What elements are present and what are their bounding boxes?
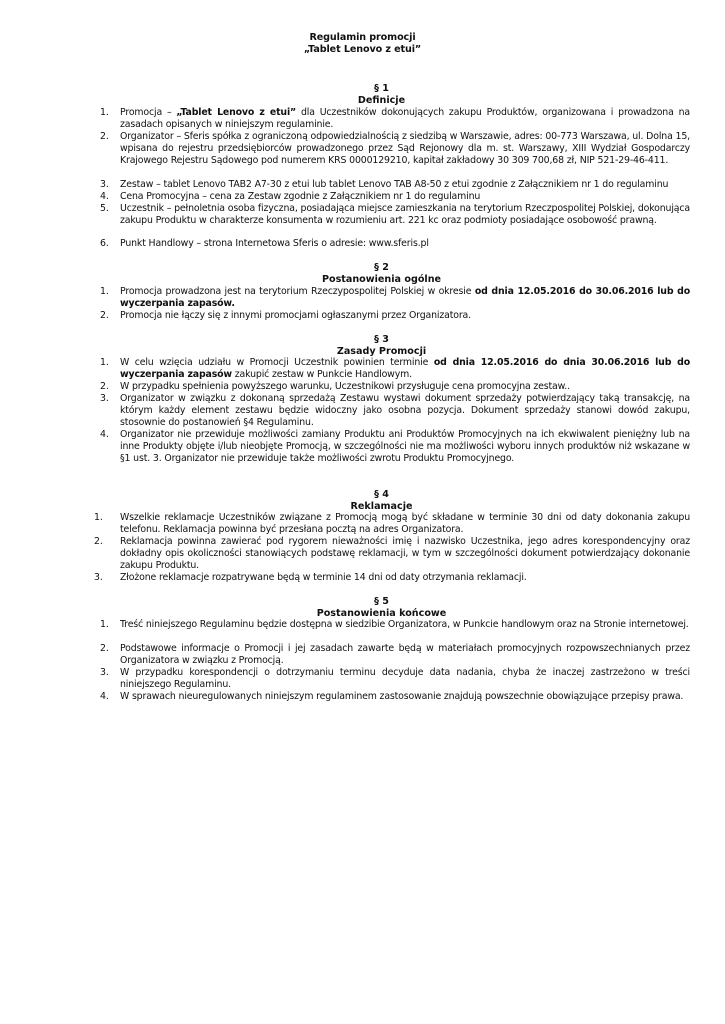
- item-text: Promocja prowadzona jest na terytorium Rzeczypospolitej Polskiej w okresie od dnia 12.05.2016 do 30.06.2016 lub do wyczerpania zapasów.: [120, 286, 690, 310]
- item-number: 5.: [100, 203, 109, 214]
- item-number: 2.: [100, 310, 109, 321]
- item-number: 1.: [100, 619, 109, 630]
- document-title: Regulamin promocji: [309, 32, 416, 43]
- item-text: Złożone reklamacje rozpatrywane będą w terminie 14 dni od daty otrzymania reklamacji.: [120, 572, 527, 583]
- item-text: Promocja nie łączy się z innymi promocjami ogłaszanymi przez Organizatora.: [120, 310, 471, 321]
- section-2-heading: Postanowienia ogólne: [321, 274, 442, 285]
- item-number: 1.: [100, 357, 109, 368]
- item-text: Promocja – „Tablet Lenovo z etui” dla Uczestników dokonujących zakupu Produktów, organizowana i prowadzona na zasadach opisanych w niniejszym regulaminie.: [120, 107, 690, 131]
- section-5-mark: § 5: [374, 596, 389, 607]
- item-text: Organizator nie przewiduje możliwości zamiany Produktu ani Produktów Promocyjnych na ich ekwiwalent pieniężny lub na inne Produkty objęte i/lub nieobjęte Promocją, w szczególności nie ma możliwości wyboru innych produktów niż wskazane w §1 ust. 3. Organizator nie przewiduje także możliwości zwrotu Produktu Promocyjnego.: [120, 429, 690, 465]
- item-number: 3.: [94, 572, 103, 583]
- item-number: 2.: [100, 643, 109, 654]
- item-number: 1.: [100, 286, 109, 297]
- item-text: Wszelkie reklamacje Uczestników związane z Promocją mogą być składane w terminie 30 dni od daty dokonania zakupu telefonu. Reklamacja powinna być przesłana pocztą na adres Organizatora.: [120, 512, 690, 536]
- section-3-mark: § 3: [374, 334, 389, 345]
- section-2-mark: § 2: [374, 262, 389, 273]
- item-text: Punkt Handlowy – strona Internetowa Sferis o adresie: www.sferis.pl: [120, 238, 429, 249]
- section-1-mark: § 1: [374, 83, 389, 94]
- section-3-heading: Zasady Promocji: [336, 346, 427, 357]
- section-5-heading: Postanowienia końcowe: [316, 608, 447, 619]
- item-text: W przypadku korespondencji o dotrzymaniu terminu decyduje data nadania, chyba że inaczej zastrzeżono w treści niniejszego Regulaminu.: [120, 667, 690, 691]
- item-number: 4.: [100, 191, 109, 202]
- item-number: 2.: [100, 131, 109, 142]
- item-text: W przypadku spełnienia powyższego warunku, Uczestnikowi przysługuje cena promocyjna zestaw..: [120, 381, 570, 392]
- item-number: 4.: [100, 429, 109, 440]
- item-number: 3.: [100, 393, 109, 404]
- item-number: 4.: [100, 691, 109, 702]
- item-text: Organizator – Sferis spółka z ograniczoną odpowiedzialnością z siedzibą w Warszawie, adres: 00-773 Warszawa, ul. Dolna 15, wpisana do rejestru przedsiębiorców prowadzonego przez Sąd Rejonowy dla m. st. Warszawy, XIII Wydział Gospodarczy Krajowego Rejestru Sądowego pod numerem KRS 0000129210, kapitał zakładowy 30 309 700,68 zł, NIP 521-29-46-411.: [120, 131, 690, 167]
- item-number: 2.: [94, 536, 103, 547]
- item-text: W celu wzięcia udziału w Promocji Uczestnik powinien terminie od dnia 12.05.2016 do dnia 30.06.2016 lub do wyczerpania zapasów zakupić zestaw w Punkcie Handlowym.: [120, 357, 690, 381]
- item-number: 6.: [100, 238, 109, 249]
- section-4-heading: Reklamacje: [350, 501, 413, 512]
- item-text: Cena Promocyjna – cena za Zestaw zgodnie z Załącznikiem nr 1 do regulaminu: [120, 191, 481, 202]
- item-text: Organizator w związku z dokonaną sprzedażą Zestawu wystawi dokument sprzedaży potwierdzający taką transakcję, na którym każdy element zestawu będzie widoczny jako osobna pozycja. Dokument sprzedaży stanowi dowód zakupu, stosownie do postanowień §4 Regulaminu.: [120, 393, 690, 429]
- section-4-mark: § 4: [374, 489, 389, 500]
- item-text: Podstawowe informacje o Promocji i jej zasadach zawarte będą w materiałach promocyjnych rozpowszechnianych przez Organizatora w związku z Promocją.: [120, 643, 690, 667]
- item-text: Uczestnik – pełnoletnia osoba fizyczna, posiadająca miejsce zamieszkania na terytorium Rzeczpospolitej Polskiej, dokonująca zakupu Produktu w charakterze konsumenta w rozumieniu art. 221 kc oraz podmioty posiadające osobowość prawną.: [120, 203, 690, 227]
- item-number: 2.: [100, 381, 109, 392]
- item-text: Treść niniejszego Regulaminu będzie dostępna w siedzibie Organizatora, w Punkcie handlowym oraz na Stronie internetowej.: [120, 619, 689, 630]
- item-number: 3.: [100, 667, 109, 678]
- item-text: Reklamacja powinna zawierać pod rygorem nieważności imię i nazwisko Uczestnika, jego adres korespondencyjny oraz dokładny opis okoliczności stanowiących podstawę reklamacji, w tym w szczególności dokument potwierdzający dokonanie zakupu Produktu.: [120, 536, 690, 572]
- document-subtitle: „Tablet Lenovo z etui”: [303, 44, 422, 55]
- item-number: 1.: [94, 512, 103, 523]
- section-1-heading: Definicje: [357, 95, 406, 106]
- item-number: 3.: [100, 179, 109, 190]
- item-text: Zestaw – tablet Lenovo TAB2 A7-30 z etui lub tablet Lenovo TAB A8-50 z etui zgodnie z Załącznikiem nr 1 do regulaminu: [120, 179, 669, 190]
- item-number: 1.: [100, 107, 109, 118]
- item-text: W sprawach nieuregulowanych niniejszym regulaminem zastosowanie znajdują powszechnie obowiązujące przepisy prawa.: [120, 691, 684, 702]
